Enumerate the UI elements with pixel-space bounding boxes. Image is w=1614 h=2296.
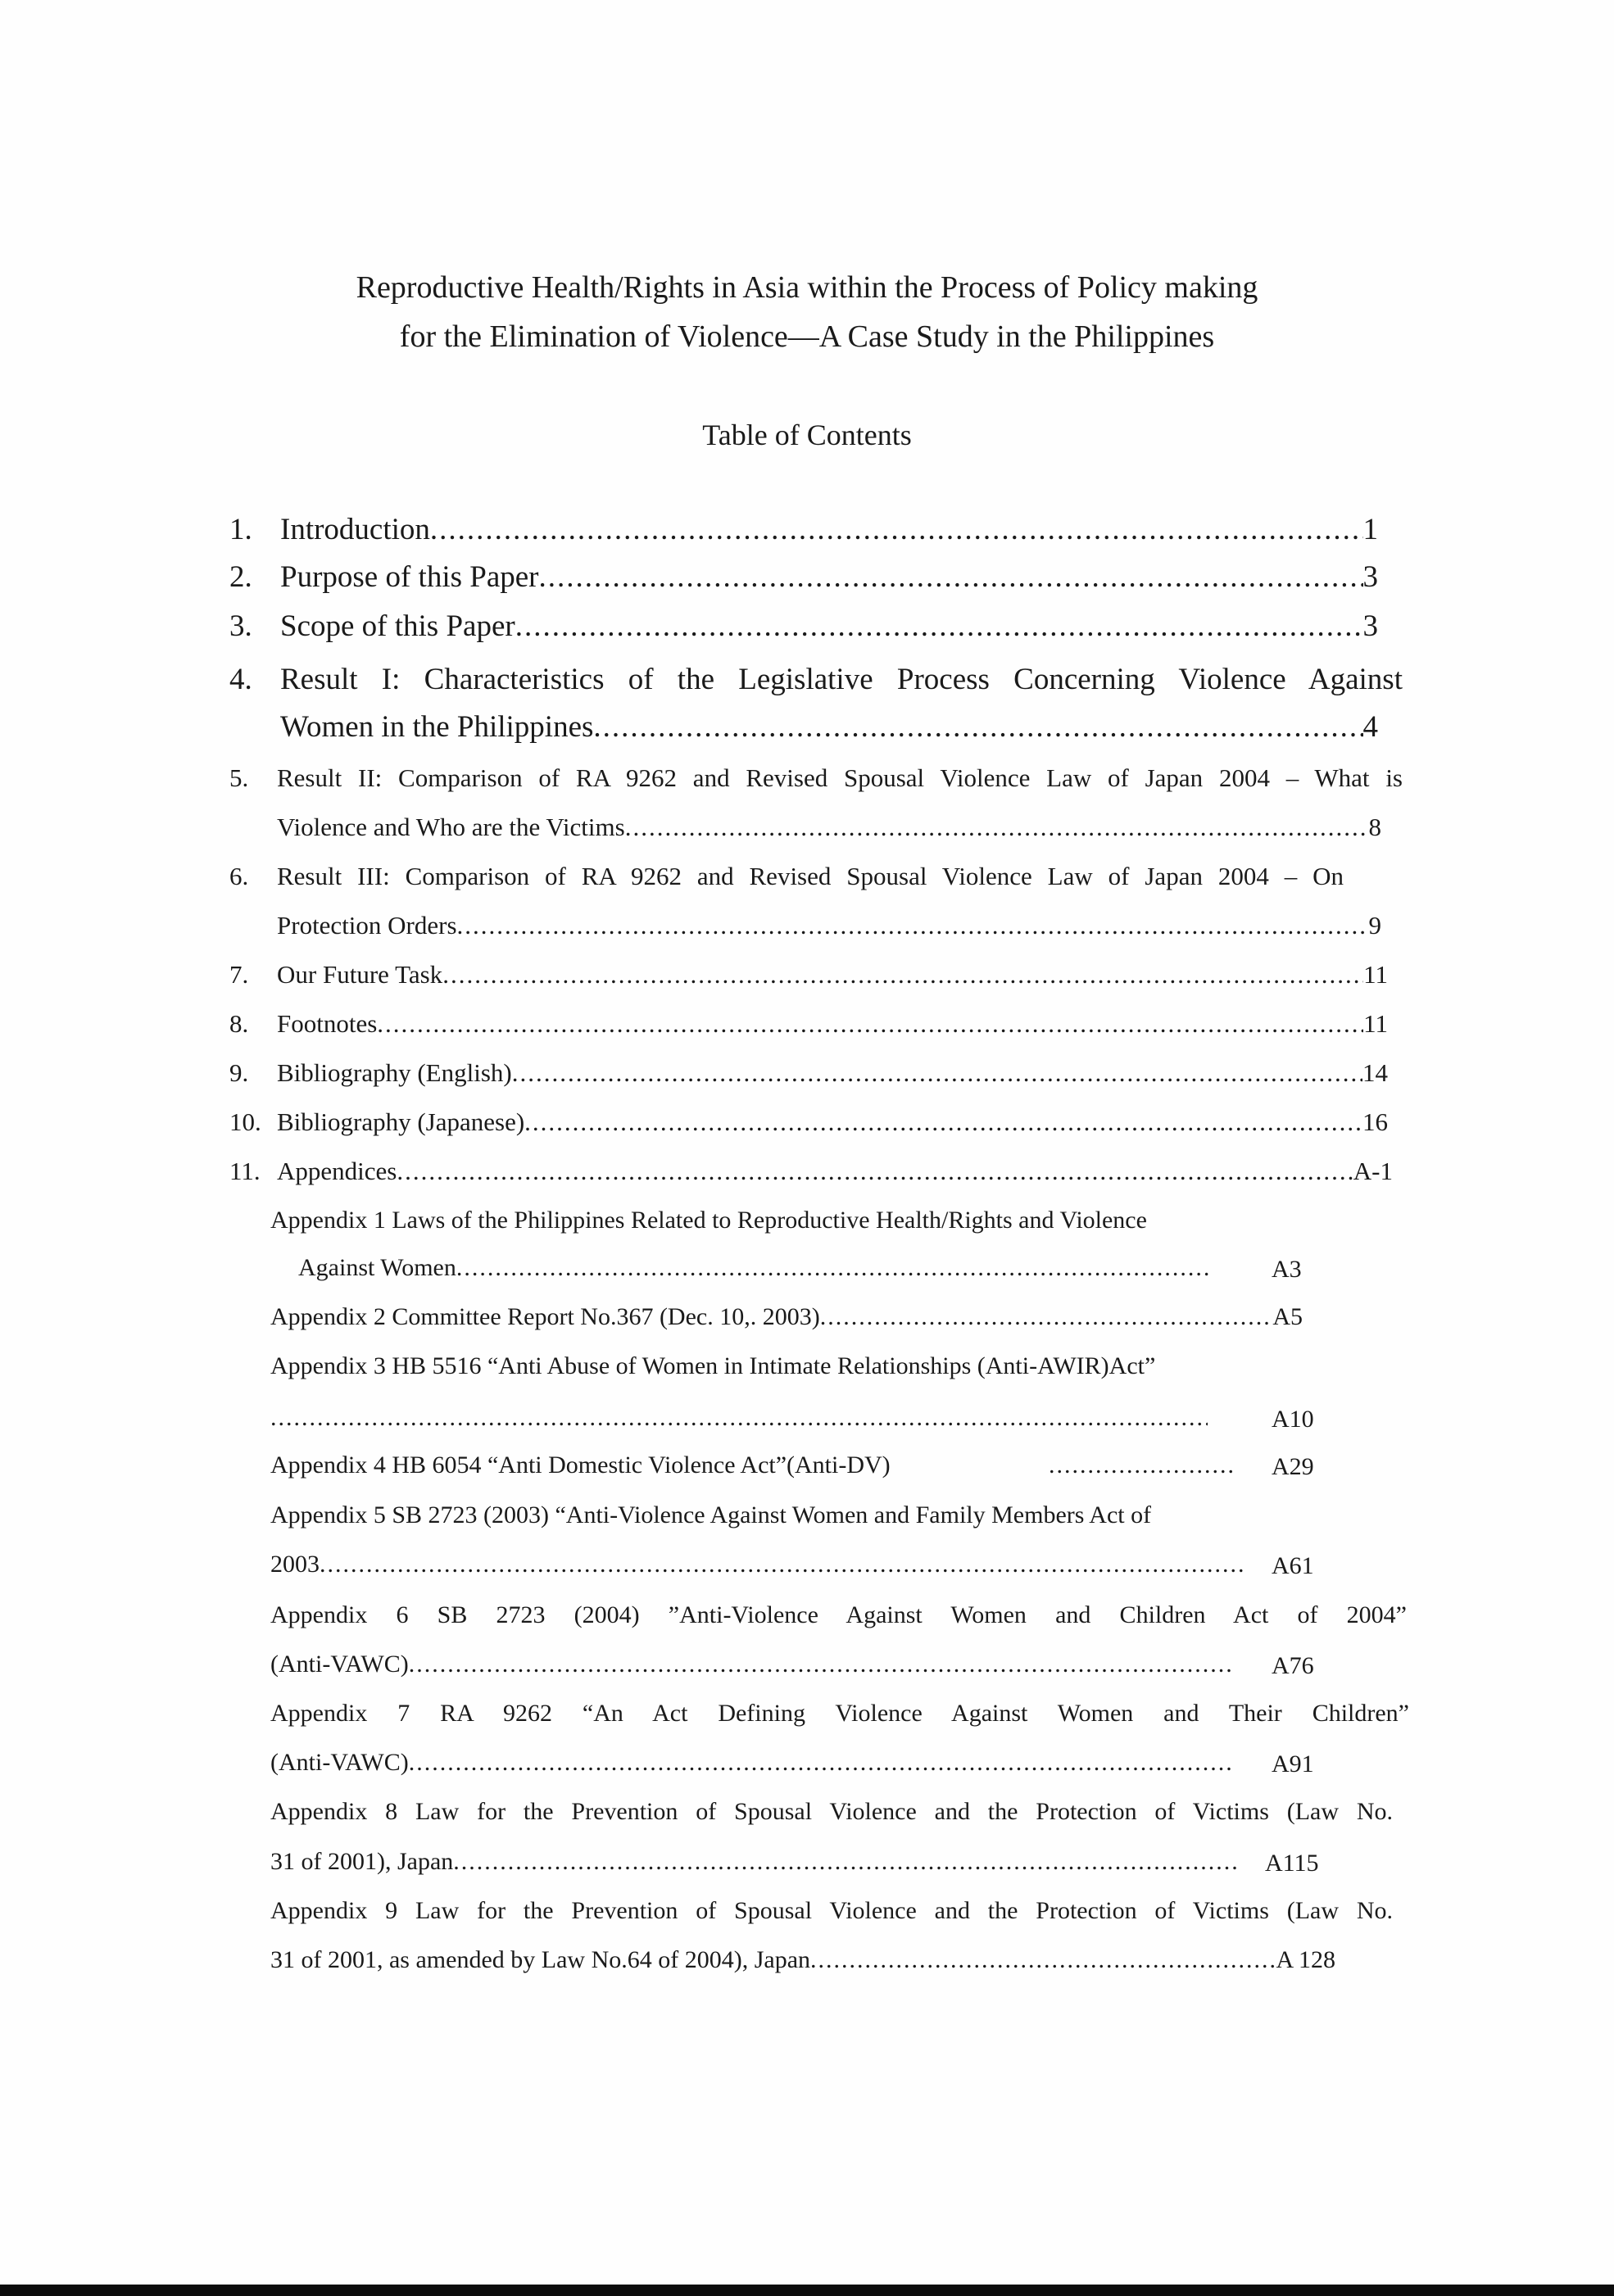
toc-entry-title: Bibliography (English): [277, 1058, 512, 1087]
toc-number: 1.: [229, 513, 252, 546]
appendix-4-leader: [1049, 1451, 1237, 1479]
toc-entry-result-2[interactable]: [277, 813, 1381, 842]
toc-entry-title: Protection Orders: [277, 911, 457, 940]
toc-number: 5.: [229, 763, 249, 792]
appendix-7-title[interactable]: Appendix 7 RA 9262 “An Act Defining Violence Against Women and Their Children”: [270, 1700, 1409, 1727]
toc-entry-page: A-1: [1353, 1157, 1393, 1185]
toc-entry-title: (Anti-VAWC): [270, 1651, 409, 1678]
toc-leader-dots: [524, 1107, 1362, 1137]
toc-leader-dots: [820, 1303, 1273, 1331]
toc-number: 2.: [229, 560, 252, 594]
toc-entry-title: 31 of 2001, as amended by Law No.64 of 2004), Japan: [270, 1946, 811, 1973]
appendix-page: A76: [1272, 1652, 1314, 1679]
toc-leader-dots: [377, 1009, 1363, 1039]
appendix-1-title[interactable]: Appendix 1 Laws of the Philippines Related to Reproductive Health/Rights and Violence: [270, 1207, 1147, 1234]
appendix-page: A61: [1272, 1552, 1314, 1579]
toc-number: 10.: [229, 1107, 261, 1136]
appendix-6-title[interactable]: Appendix 6 SB 2723 (2004) ”Anti-Violence Against Women and Children Act of 2004”: [270, 1601, 1407, 1628]
appendix-page: A3: [1272, 1256, 1302, 1283]
toc-entry-page: 11: [1363, 960, 1388, 989]
toc-heading: Table of Contents: [702, 419, 912, 451]
document-title-line-1: Reproductive Health/Rights in Asia within the Process of Policy making: [356, 270, 1258, 305]
toc-leader-dots: [270, 1404, 1208, 1432]
document-title-line-2: for the Elimination of Violence—A Case Study in the Philippines: [399, 319, 1215, 354]
toc-entry-page: A 128: [1276, 1946, 1335, 1973]
toc-entry-title: Women in the Philippines: [280, 710, 594, 744]
toc-leader-dots: [409, 1651, 1234, 1678]
toc-entry-title: 2003: [270, 1551, 320, 1578]
toc-entry-page: 8: [1368, 813, 1381, 841]
toc-entry-result-3-title[interactable]: Result III: Comparison of RA 9262 and Revised Spousal Violence Law of Japan 2004 – On: [277, 862, 1344, 890]
toc-entry-bibliography-english[interactable]: [277, 1058, 1388, 1088]
toc-entry-title: Against Women: [298, 1254, 456, 1281]
toc-number: 4.: [229, 663, 252, 696]
toc-leader-dots: [442, 960, 1363, 989]
toc-number: 8.: [229, 1009, 249, 1038]
toc-entry-page: 1: [1362, 513, 1378, 546]
toc-entry-page: 4: [1362, 710, 1378, 744]
appendix-3-title[interactable]: Appendix 3 HB 5516 “Anti Abuse of Women in Intimate Relationships (Anti-AWIR)Act”: [270, 1352, 1156, 1379]
toc-leader-dots: [539, 559, 1363, 595]
appendix-5-title[interactable]: Appendix 5 SB 2723 (2003) “Anti-Violence Against Women and Family Members Act of: [270, 1501, 1152, 1528]
toc-entry-title: Footnotes: [277, 1009, 378, 1038]
toc-entry-page: 11: [1363, 1009, 1388, 1038]
appendix-2-entry[interactable]: [270, 1303, 1303, 1331]
toc-leader-dots: [593, 709, 1362, 745]
toc-number: 11.: [229, 1157, 261, 1185]
toc-entry-result-3[interactable]: [277, 911, 1381, 940]
toc-entry-result-1[interactable]: [280, 709, 1378, 745]
toc-leader-dots: [453, 1848, 1237, 1876]
toc-entry-title: Introduction: [280, 513, 430, 546]
toc-number: 7.: [229, 960, 249, 989]
toc-number: 6.: [229, 862, 249, 890]
toc-entry-title: Appendix 2 Committee Report No.367 (Dec. 10,. 2003): [270, 1303, 820, 1330]
toc-leader-dots: [320, 1551, 1244, 1578]
toc-entry-appendices[interactable]: [277, 1157, 1393, 1186]
toc-entry-bibliography-japanese[interactable]: [277, 1107, 1388, 1137]
toc-entry-title: Violence and Who are the Victims: [277, 813, 625, 841]
toc-entry-page: 3: [1362, 609, 1378, 643]
toc-leader-dots: [456, 1254, 1211, 1282]
toc-leader-dots: [810, 1946, 1276, 1974]
toc-entry-introduction[interactable]: [280, 512, 1378, 547]
appendix-6-entry[interactable]: [270, 1651, 1234, 1678]
toc-leader-dots: [625, 813, 1369, 842]
toc-leader-dots: [397, 1157, 1353, 1186]
toc-entry-scope[interactable]: [280, 609, 1378, 644]
appendix-page: A10: [1272, 1406, 1314, 1433]
toc-entry-title: Appendices: [277, 1157, 397, 1185]
appendix-9-title[interactable]: Appendix 9 Law for the Prevention of Spousal Violence and the Protection of Victims (Law No.: [270, 1897, 1393, 1924]
toc-entry-page: 14: [1362, 1058, 1388, 1087]
appendix-9-entry[interactable]: [270, 1946, 1335, 1974]
toc-entry-page: 16: [1362, 1107, 1388, 1136]
toc-entry-page: 3: [1362, 560, 1378, 594]
appendix-8-entry[interactable]: [270, 1848, 1237, 1876]
appendix-4-title[interactable]: Appendix 4 HB 6054 “Anti Domestic Violence Act”(Anti-DV): [270, 1451, 891, 1479]
appendix-7-entry[interactable]: [270, 1749, 1234, 1777]
appendix-page: A29: [1272, 1453, 1314, 1480]
toc-entry-footnotes[interactable]: [277, 1009, 1388, 1039]
appendix-8-title[interactable]: Appendix 8 Law for the Prevention of Spousal Violence and the Protection of Victims (Law No.: [270, 1798, 1393, 1825]
toc-entry-title: Scope of this Paper: [280, 609, 515, 643]
toc-entry-purpose[interactable]: [280, 559, 1378, 595]
toc-entry-title: 31 of 2001), Japan: [270, 1848, 454, 1875]
toc-leader-dots: [515, 609, 1363, 644]
toc-number: 9.: [229, 1058, 249, 1087]
toc-leader-dots: [409, 1749, 1234, 1777]
appendix-5-entry[interactable]: [270, 1551, 1244, 1578]
appendix-3-entry[interactable]: [270, 1404, 1208, 1432]
toc-leader-dots: [457, 911, 1369, 940]
toc-leader-dots: [430, 512, 1363, 547]
toc-number: 3.: [229, 609, 252, 643]
toc-entry-title: Purpose of this Paper: [280, 560, 539, 594]
scan-bottom-edge: [0, 2285, 1614, 2296]
toc-entry-page: A5: [1272, 1303, 1303, 1330]
toc-leader-dots: [512, 1058, 1362, 1088]
toc-entry-title: (Anti-VAWC): [270, 1749, 409, 1776]
toc-entry-page: 9: [1368, 911, 1381, 940]
toc-leader-dots: [1049, 1451, 1237, 1479]
toc-entry-title: Our Future Task: [277, 960, 443, 989]
toc-entry-result-2-title[interactable]: Result II: Comparison of RA 9262 and Revised Spousal Violence Law of Japan 2004 – What is: [277, 763, 1403, 792]
toc-entry-title: Bibliography (Japanese): [277, 1107, 525, 1136]
toc-entry-result-1-title[interactable]: Result I: Characteristics of the Legislative Process Concerning Violence Against: [280, 663, 1403, 696]
toc-entry-future-task[interactable]: [277, 960, 1388, 989]
appendix-1-entry[interactable]: [298, 1254, 1211, 1282]
appendix-page: A115: [1265, 1850, 1319, 1877]
appendix-page: A91: [1272, 1750, 1314, 1777]
